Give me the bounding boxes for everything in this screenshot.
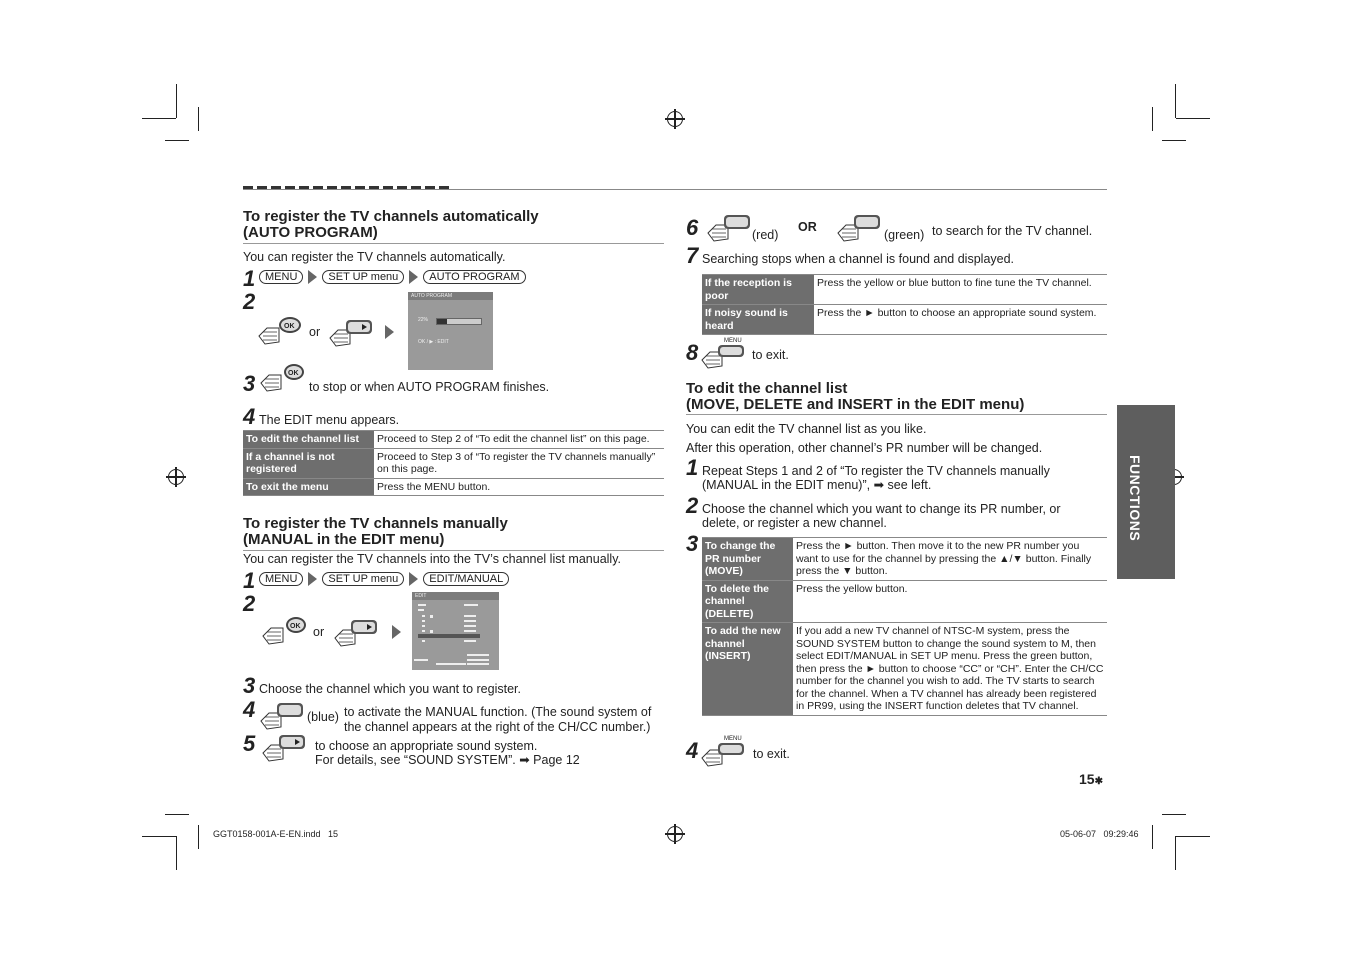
screen-footer: OK / ▶ : EDIT <box>418 339 449 345</box>
crop-mark <box>176 836 177 870</box>
edit-manual-pill: EDIT/MANUAL <box>423 572 509 586</box>
screen-title: AUTO PROGRAM <box>408 292 493 300</box>
table-row <box>243 478 664 496</box>
menu-label: MENU <box>724 736 742 742</box>
title-line: To register the TV channels manually <box>243 515 508 532</box>
menu-button-hand-icon <box>700 738 746 768</box>
crop-mark <box>1175 84 1176 118</box>
step-number: 7 <box>686 243 699 268</box>
header-rule <box>243 189 1107 190</box>
step-number: 8 <box>686 340 699 365</box>
crop-mark <box>1176 836 1210 837</box>
title-line: (MANUAL in the EDIT menu) <box>243 531 445 548</box>
step-number: 4 <box>686 738 699 763</box>
auto-step3-text: to stop or when AUTO PROGRAM finishes. <box>309 380 550 394</box>
table-header-cell: To exit the menu <box>243 478 374 496</box>
table-row <box>702 623 1107 716</box>
right-button-hand-icon <box>261 733 307 763</box>
title-line: To edit the channel list <box>686 380 848 397</box>
page-star-icon: ✱ <box>1094 776 1103 787</box>
table-value-cell: Proceed to Step 3 of “To register the TV channels manually” on this page. <box>374 448 664 478</box>
registration-mark <box>168 469 184 485</box>
table-row <box>243 431 664 449</box>
edit-table <box>702 537 1107 716</box>
red-label: (red) <box>752 228 779 242</box>
table-value-cell: Press the ► button. Then move it to the new PR number you want to use for the channel by pressing the ▲/▼ button. Finally press the ▼ button. <box>793 538 1107 581</box>
tab-label: FUNCTIONS <box>1127 455 1143 542</box>
step-number: 3 <box>243 371 256 396</box>
table-header-cell: If noisy sound is heard <box>702 305 814 335</box>
step-number: 4 <box>243 697 256 722</box>
page-number <box>1079 771 1103 787</box>
reception-table <box>702 274 1107 335</box>
step-number: 4 <box>243 404 256 429</box>
table-row <box>702 305 1107 335</box>
footer-right: 05-06-07 09:29:46 <box>1060 829 1139 839</box>
manual-title <box>243 516 508 548</box>
blue-button-hand-icon <box>259 701 305 731</box>
menu-flow <box>259 270 526 284</box>
title-line: (MOVE, DELETE and INSERT in the EDIT menu) <box>686 396 1025 413</box>
edit-screen-list <box>412 602 499 670</box>
crop-mark <box>1175 836 1176 870</box>
step-number: 2 <box>243 289 256 314</box>
svg-text:OK: OK <box>290 623 301 630</box>
step-number: 2 <box>243 591 256 616</box>
or-label: or <box>313 625 325 639</box>
page-number-text: 15 <box>1079 771 1095 787</box>
arrow-icon <box>308 270 317 284</box>
right-button-hand-icon <box>328 318 374 348</box>
title-line: To register the TV channels automatically <box>243 208 539 225</box>
table-value-cell: Press the MENU button. <box>374 478 664 496</box>
edit-intro2: After this operation, other channel’s PR number will be changed. <box>686 441 1043 455</box>
arrow-icon <box>392 625 401 639</box>
table-value-cell: Press the yellow button. <box>793 580 1107 623</box>
edit-intro1: You can edit the TV channel list as you like. <box>686 422 927 436</box>
step6-text: to search for the TV channel. <box>932 224 1093 238</box>
title-line: (AUTO PROGRAM) <box>243 224 378 241</box>
crop-mark <box>1152 825 1153 849</box>
arrow-icon <box>385 325 394 339</box>
step-number: 6 <box>686 215 699 240</box>
step-number: 1 <box>243 568 256 593</box>
screen-title: EDIT <box>412 592 499 600</box>
table-row <box>702 275 1107 305</box>
crop-mark <box>1176 118 1210 119</box>
or-label: or <box>309 325 321 339</box>
crop-mark <box>165 814 189 815</box>
manual-step5-text: to choose an appropriate sound system. <box>315 739 538 753</box>
setup-menu-pill: SET UP menu <box>322 270 404 284</box>
crop-mark <box>142 836 176 837</box>
table-row <box>243 448 664 478</box>
arrow-icon <box>409 270 418 284</box>
svg-text:OK: OK <box>288 370 299 377</box>
step-number: 5 <box>243 731 256 756</box>
table-header-cell: To delete the channel (DELETE) <box>702 580 793 623</box>
crop-mark <box>1162 140 1186 141</box>
table-value-cell: If you add a new TV channel of NTSC-M system, press the SOUND SYSTEM button to change the sound system to M, then select EDIT/MANUAL in SET UP menu. Press the green button, then press the ► button to choose “CC” or “CH”. Enter the CH/CC number for the channel you wish to add. The TV starts to search for the channel. When a TV channel has already been registered in PR99, using the INSERT function deletes that TV channel. <box>793 623 1107 716</box>
table-row <box>702 538 1107 581</box>
title-rule <box>243 550 664 551</box>
crop-mark <box>198 825 199 849</box>
green-label: (green) <box>884 228 925 242</box>
edit-screen <box>412 592 499 670</box>
crop-mark <box>176 84 177 118</box>
table-header-cell: To edit the channel list <box>243 431 374 449</box>
screen-progress-bar <box>436 318 482 325</box>
edit-step1-text: Repeat Steps 1 and 2 of “To register the TV channels manually (MANUAL in the EDIT menu)”, ➡ see left. <box>702 464 1050 492</box>
green-button-hand-icon <box>836 213 882 243</box>
menu-button-hand-icon <box>700 340 746 370</box>
edit-list-title <box>686 381 1024 413</box>
red-button-hand-icon <box>706 213 752 243</box>
table-header-cell: To add the new channel (INSERT) <box>702 623 793 716</box>
title-rule <box>243 243 664 244</box>
manual-step3-text: Choose the channel which you want to register. <box>259 682 521 696</box>
crop-mark <box>1162 814 1186 815</box>
menu-flow <box>259 572 509 586</box>
menu-pill: MENU <box>259 270 303 284</box>
crop-mark <box>198 107 199 131</box>
step-number: 1 <box>243 266 256 291</box>
svg-text:OK: OK <box>284 323 295 330</box>
exit-text: to exit. <box>752 348 789 362</box>
auto-program-screen <box>408 292 493 370</box>
auto-program-pill: AUTO PROGRAM <box>423 270 525 284</box>
functions-tab <box>1117 405 1175 579</box>
table-value-cell: Press the ► button to choose an appropriate sound system. <box>814 305 1107 335</box>
or-label: OR <box>798 220 817 234</box>
right-button-hand-icon <box>333 618 379 648</box>
crop-mark <box>142 118 176 119</box>
screen-pct: 22% <box>418 317 429 323</box>
footer-left: GGT0158-001A-E-EN.indd 15 <box>213 829 339 839</box>
table-value-cell: Proceed to Step 2 of “To edit the channel list” on this page. <box>374 431 664 449</box>
auto-intro: You can register the TV channels automatically. <box>243 250 506 264</box>
manual-step4-text: to activate the MANUAL function. (The sound system of the channel appears at the right of the CH/CC number.) <box>344 705 652 734</box>
header-rule-stub <box>243 186 453 189</box>
step-number: 2 <box>686 493 699 518</box>
table-row <box>702 580 1107 623</box>
arrow-icon <box>409 572 418 586</box>
progress-fill <box>437 319 447 324</box>
title-rule <box>686 414 1107 415</box>
setup-menu-pill: SET UP menu <box>322 572 404 586</box>
step-number: 3 <box>243 673 256 698</box>
table-header-cell: If the reception is poor <box>702 275 814 305</box>
arrow-icon <box>308 572 317 586</box>
manual-step5-text2: For details, see “SOUND SYSTEM”. ➡ Page 12 <box>315 753 580 767</box>
registration-mark <box>667 826 683 842</box>
registration-mark <box>667 111 683 127</box>
blue-label: (blue) <box>307 710 339 724</box>
table-header-cell: If a channel is not registered <box>243 448 374 478</box>
step7-text: Searching stops when a channel is found and displayed. <box>702 252 1015 266</box>
table-header-cell: To change the PR number (MOVE) <box>702 538 793 581</box>
step-number: 3 <box>686 531 699 556</box>
ok-button-hand-icon <box>259 363 305 393</box>
crop-mark <box>1152 107 1153 131</box>
crop-mark <box>165 140 189 141</box>
manual-intro: You can register the TV channels into the TV’s channel list manually. <box>243 552 622 566</box>
menu-label: MENU <box>724 338 742 344</box>
exit-text: to exit. <box>753 747 790 761</box>
edit-step2-text: Choose the channel which you want to change its PR number, or delete, or register a new channel. <box>702 502 1061 530</box>
auto-program-table <box>243 430 664 496</box>
menu-pill: MENU <box>259 572 303 586</box>
auto-program-title <box>243 209 539 241</box>
auto-step4-text: The EDIT menu appears. <box>259 413 400 427</box>
step-number: 1 <box>686 455 699 480</box>
table-value-cell: Press the yellow or blue button to fine tune the TV channel. <box>814 275 1107 305</box>
ok-button-hand-icon <box>261 616 307 646</box>
ok-button-hand-icon <box>257 316 303 346</box>
